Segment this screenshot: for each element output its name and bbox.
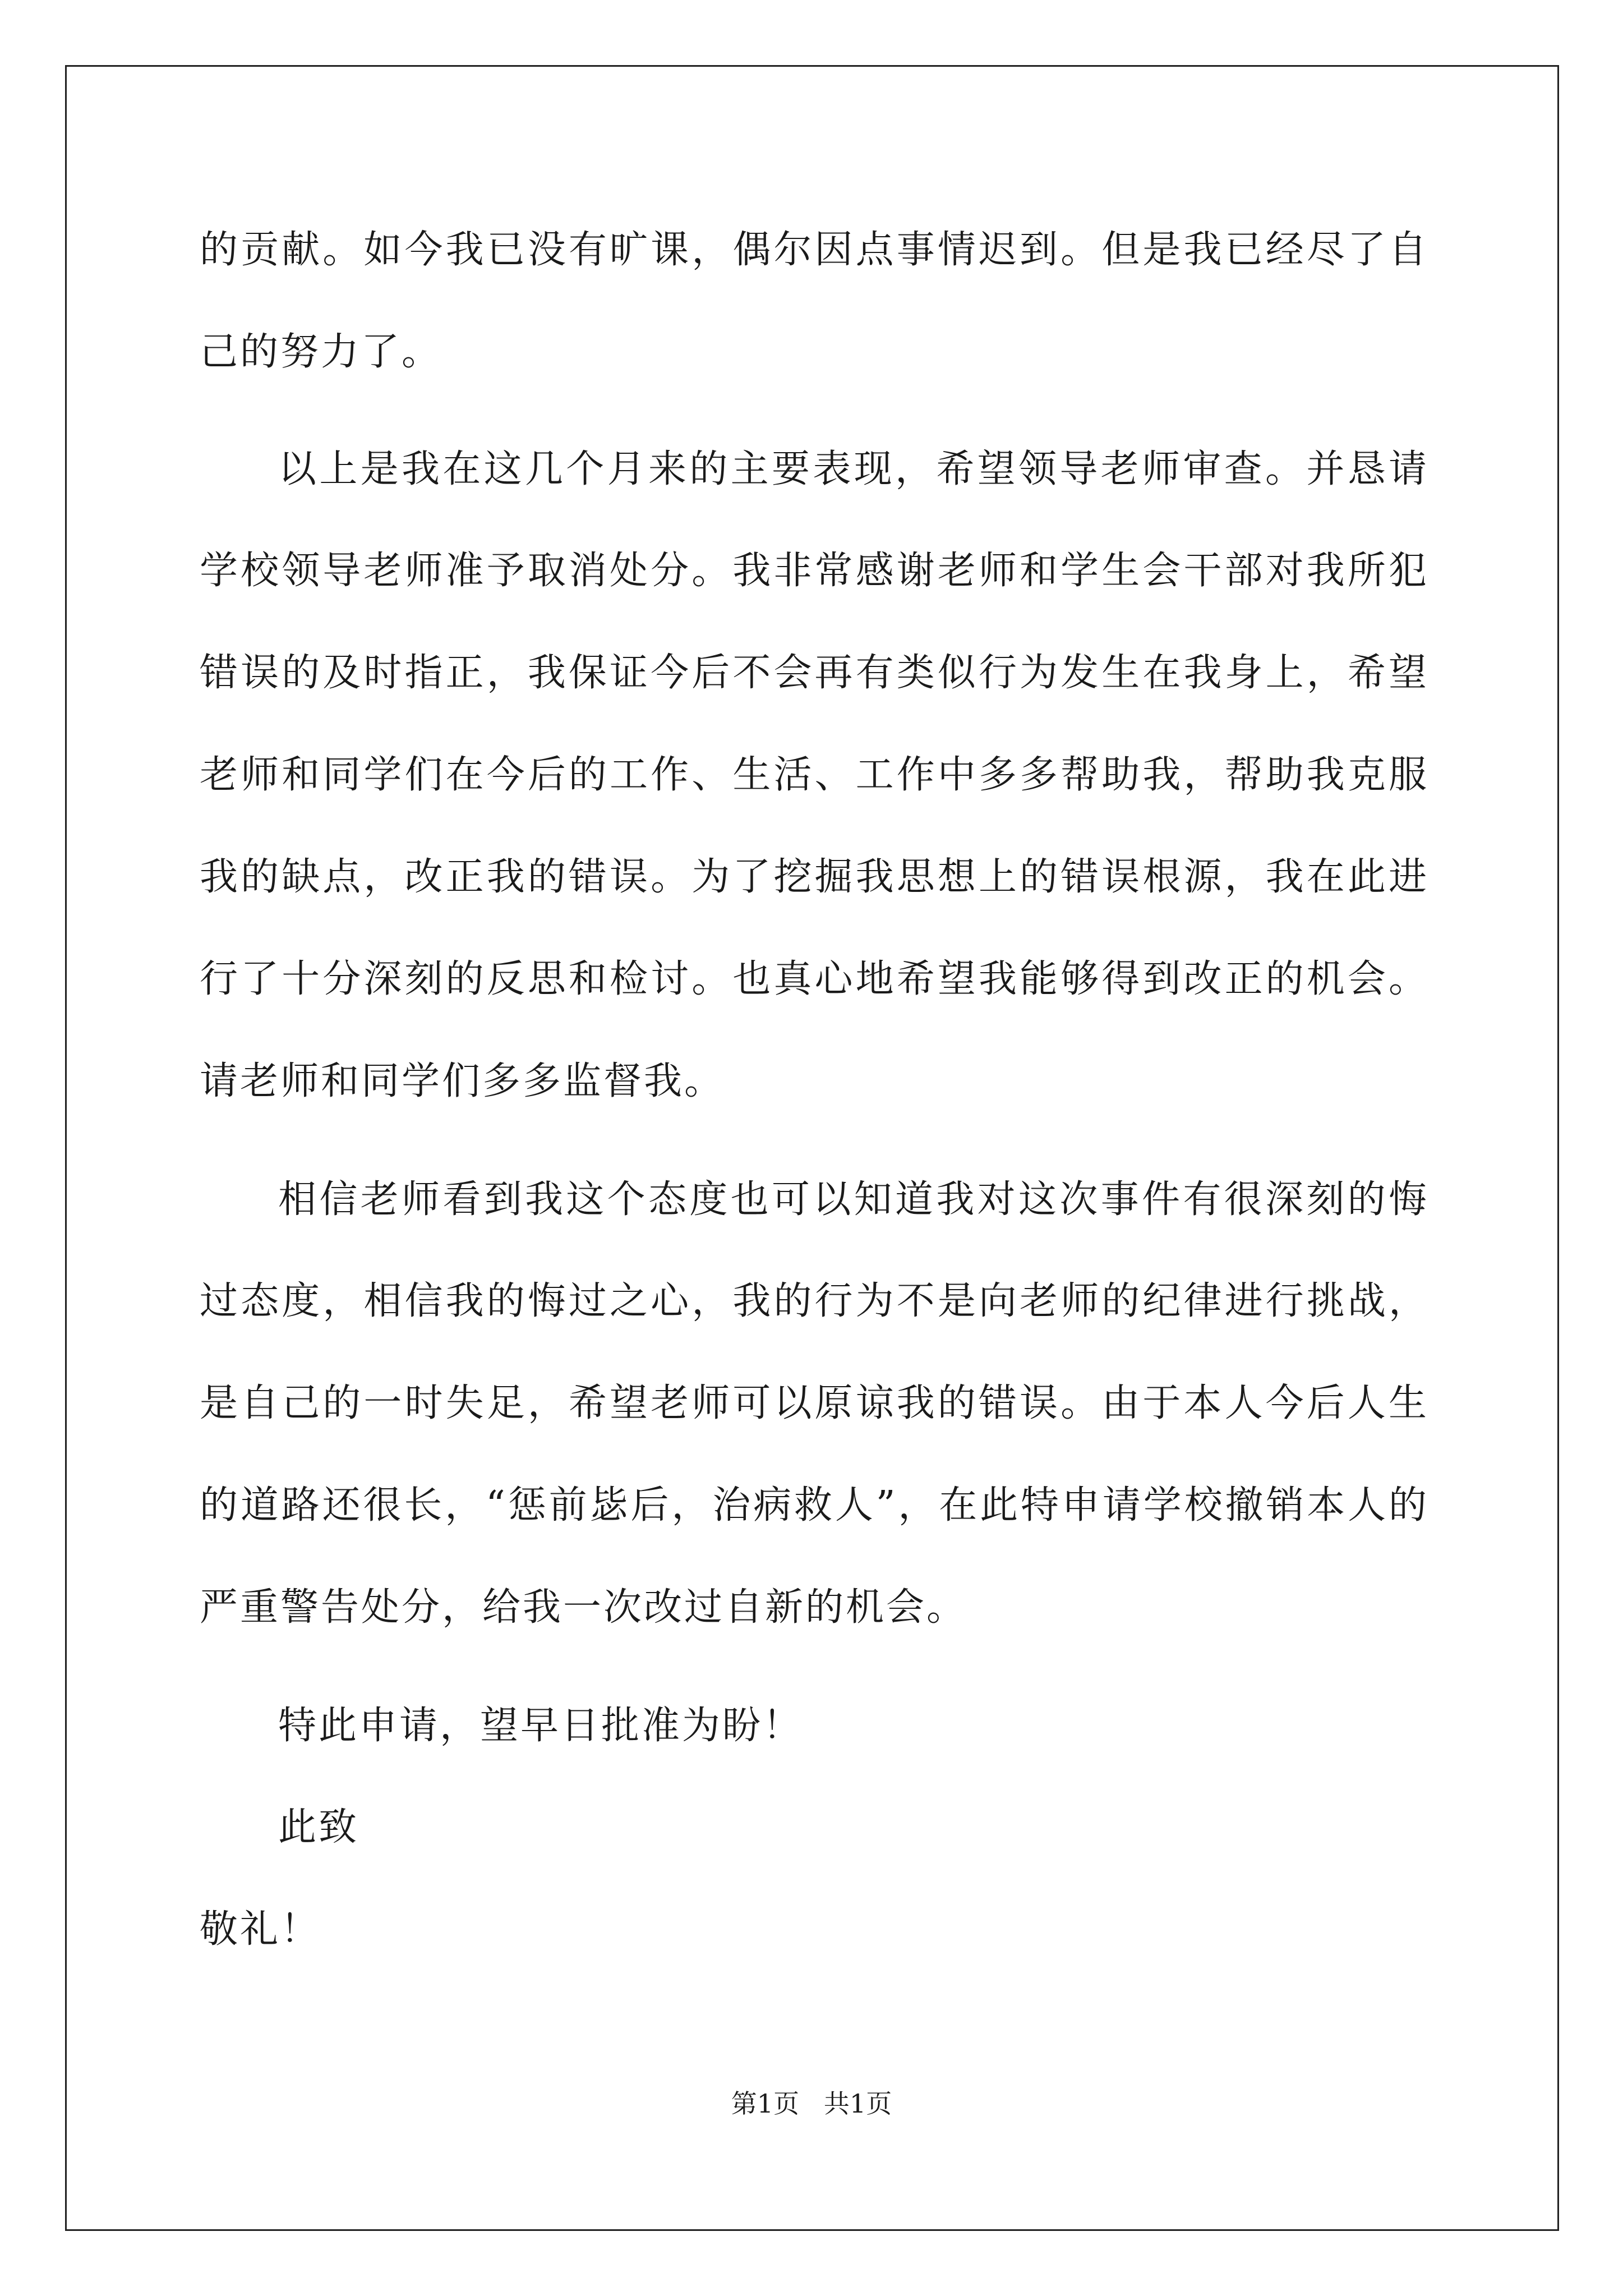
body-line: 严重警告处分，给我一次改过自新的机会。 [200,1585,967,1630]
body-line: 行了十分深刻的反思和检讨。也真心地希望我能够得到改正的机会。 [200,957,1429,1001]
body-line: 的道路还很长，“惩前毖后，治病救人”，在此特申请学校撤销本人的 [200,1483,1429,1527]
closing-salutation: 此致 [278,1805,359,1849]
body-line: 以上是我在这几个月来的主要表现，希望领导老师审查。并恳请 [278,447,1429,491]
body-line: 己的努力了。 [200,330,442,374]
body-line: 请老师和同学们多多监督我。 [200,1059,725,1103]
page-number-footer: 第1页 共1页 [731,2088,892,2119]
body-line: 我的缺点，改正我的错误。为了挖掘我思想上的错误根源，我在此进 [200,855,1429,899]
closing-regards: 敬礼！ [200,1907,321,1952]
body-line: 的贡献。如今我已没有旷课，偶尔因点事情迟到。但是我已经尽了自 [200,228,1429,272]
body-line: 相信老师看到我这个态度也可以知道我对这次事件有很深刻的悔 [278,1177,1429,1222]
body-line: 学校领导老师准予取消处分。我非常感谢老师和学生会干部对我所犯 [200,549,1429,593]
body-line: 老师和同学们在今后的工作、生活、工作中多多帮助我，帮助我克服 [200,753,1429,797]
closing-request: 特此申请，望早日批准为盼！ [278,1704,804,1748]
body-line: 错误的及时指正，我保证今后不会再有类似行为发生在我身上，希望 [200,651,1429,695]
body-line: 是自己的一时失足，希望老师可以原谅我的错误。由于本人今后人生 [200,1381,1429,1425]
body-line: 过态度，相信我的悔过之心，我的行为不是向老师的纪律进行挑战， [200,1279,1429,1323]
